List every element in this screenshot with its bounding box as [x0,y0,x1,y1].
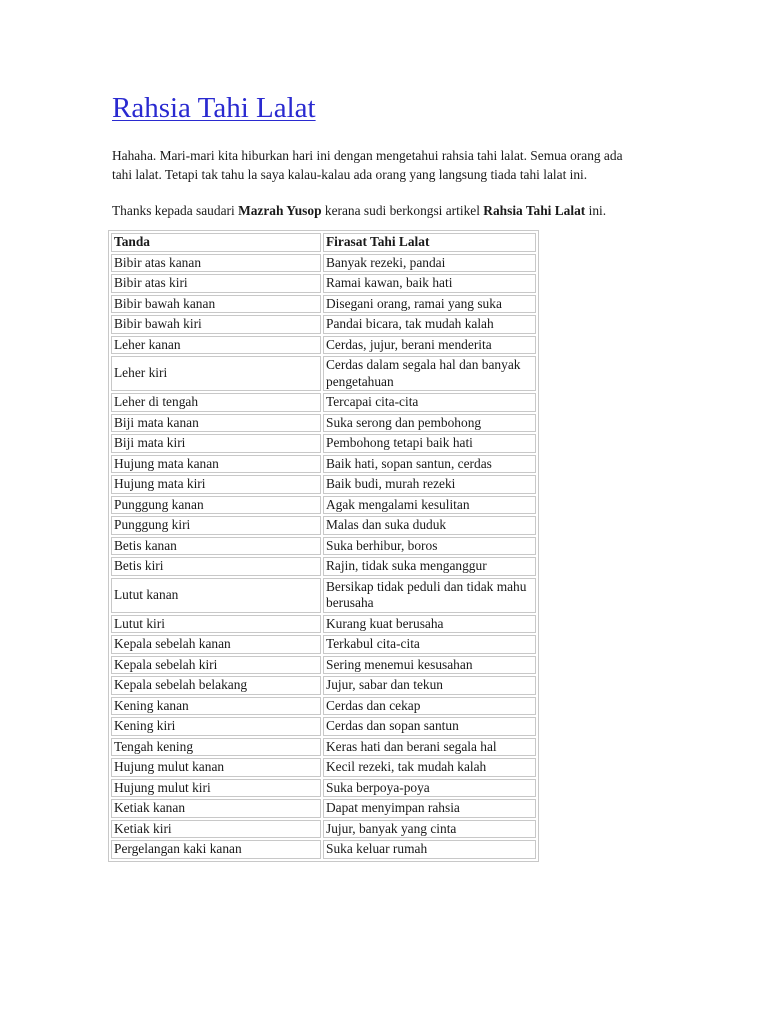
cell-firasat: Kurang kuat berusaha [323,615,536,634]
author-name: Mazrah Yusop [238,203,322,218]
table-row [111,635,536,654]
header-tanda: Tanda [111,233,321,252]
table-row [111,414,536,433]
cell-firasat: Agak mengalami kesulitan [323,496,536,515]
thanks-text-3: ini. [585,203,607,218]
cell-tanda: Hujung mata kanan [111,455,321,474]
cell-firasat: Cerdas dan sopan santun [323,717,536,736]
cell-firasat: Jujur, sabar dan tekun [323,676,536,695]
table-row [111,738,536,757]
cell-firasat: Rajin, tidak suka menganggur [323,557,536,576]
table-row [111,717,536,736]
table-row [111,254,536,273]
cell-tanda: Punggung kiri [111,516,321,535]
cell-tanda: Betis kiri [111,557,321,576]
cell-firasat: Disegani orang, ramai yang suka [323,295,536,314]
cell-tanda: Lutut kiri [111,615,321,634]
table-header-row [111,233,536,252]
cell-firasat: Cerdas dalam segala hal dan banyak pengetahuan [323,356,536,391]
cell-tanda: Bibir atas kiri [111,274,321,293]
cell-tanda: Pergelangan kaki kanan [111,840,321,859]
table-row [111,697,536,716]
intro-paragraph: Hahaha. Mari-mari kita hiburkan hari ini dengan mengetahui rahsia tahi lalat. Semua orang ada tahi lalat. Tetapi tak tahu la saya kalau-kalau ada orang yang langsung tiada tahi lalat ini. [112,148,623,182]
cell-tanda: Hujung mata kiri [111,475,321,494]
cell-tanda: Kening kiri [111,717,321,736]
cell-tanda: Kepala sebelah kiri [111,656,321,675]
table-row [111,779,536,798]
cell-firasat: Keras hati dan berani segala hal [323,738,536,757]
cell-tanda: Ketiak kanan [111,799,321,818]
table-row [111,295,536,314]
table-row [111,336,536,355]
table-row [111,496,536,515]
table-row [111,356,536,391]
table-row [111,758,536,777]
cell-firasat: Sering menemui kesusahan [323,656,536,675]
cell-firasat: Suka keluar rumah [323,840,536,859]
cell-firasat: Malas dan suka duduk [323,516,536,535]
cell-firasat: Tercapai cita-cita [323,393,536,412]
table-row [111,455,536,474]
cell-tanda: Betis kanan [111,537,321,556]
cell-firasat: Suka serong dan pembohong [323,414,536,433]
table-row [111,516,536,535]
cell-tanda: Kening kanan [111,697,321,716]
table-body [111,254,536,859]
cell-tanda: Leher di tengah [111,393,321,412]
cell-firasat: Dapat menyimpan rahsia [323,799,536,818]
header-firasat: Firasat Tahi Lalat [323,233,536,252]
cell-tanda: Bibir bawah kiri [111,315,321,334]
table-row [111,557,536,576]
cell-firasat: Bersikap tidak peduli dan tidak mahu berusaha [323,578,536,613]
cell-tanda: Bibir bawah kanan [111,295,321,314]
table-row [111,656,536,675]
table-row [111,393,536,412]
table-row [111,537,536,556]
cell-tanda: Biji mata kiri [111,434,321,453]
thanks-paragraph [112,202,637,221]
cell-firasat: Suka berhibur, boros [323,537,536,556]
article [112,88,652,862]
cell-tanda: Hujung mulut kiri [111,779,321,798]
cell-tanda: Punggung kanan [111,496,321,515]
cell-tanda: Ketiak kiri [111,820,321,839]
cell-tanda: Hujung mulut kanan [111,758,321,777]
cell-tanda: Bibir atas kanan [111,254,321,273]
table-row [111,315,536,334]
table-row [111,840,536,859]
table-row [111,820,536,839]
cell-firasat: Cerdas dan cekap [323,697,536,716]
thanks-text-1: Thanks kepada saudari [112,203,239,218]
cell-tanda: Kepala sebelah kanan [111,635,321,654]
cell-firasat: Baik hati, sopan santun, cerdas [323,455,536,474]
cell-firasat: Pembohong tetapi baik hati [323,434,536,453]
article-title [112,88,652,128]
table-row [111,274,536,293]
cell-firasat: Banyak rezeki, pandai [323,254,536,273]
cell-firasat: Pandai bicara, tak mudah kalah [323,315,536,334]
cell-firasat: Suka berpoya-poya [323,779,536,798]
cell-tanda: Lutut kanan [111,578,321,613]
mole-table [108,230,539,862]
cell-firasat: Cerdas, jujur, berani menderita [323,336,536,355]
cell-firasat: Kecil rezeki, tak mudah kalah [323,758,536,777]
cell-firasat: Jujur, banyak yang cinta [323,820,536,839]
cell-firasat: Baik budi, murah rezeki [323,475,536,494]
cell-tanda: Biji mata kanan [111,414,321,433]
article-title-link[interactable]: Rahsia Tahi Lalat [112,92,316,124]
cell-firasat: Terkabul cita-cita [323,635,536,654]
article-name: Rahsia Tahi Lalat [483,203,586,218]
table-row [111,799,536,818]
thanks-text-2: kerana sudi berkongsi artikel [321,203,484,218]
cell-tanda: Kepala sebelah belakang [111,676,321,695]
cell-tanda: Leher kiri [111,356,321,391]
table-row [111,434,536,453]
cell-tanda: Leher kanan [111,336,321,355]
table-row [111,475,536,494]
table-row [111,615,536,634]
cell-tanda: Tengah kening [111,738,321,757]
table-row [111,676,536,695]
table-row [111,578,536,613]
cell-firasat: Ramai kawan, baik hati [323,274,536,293]
